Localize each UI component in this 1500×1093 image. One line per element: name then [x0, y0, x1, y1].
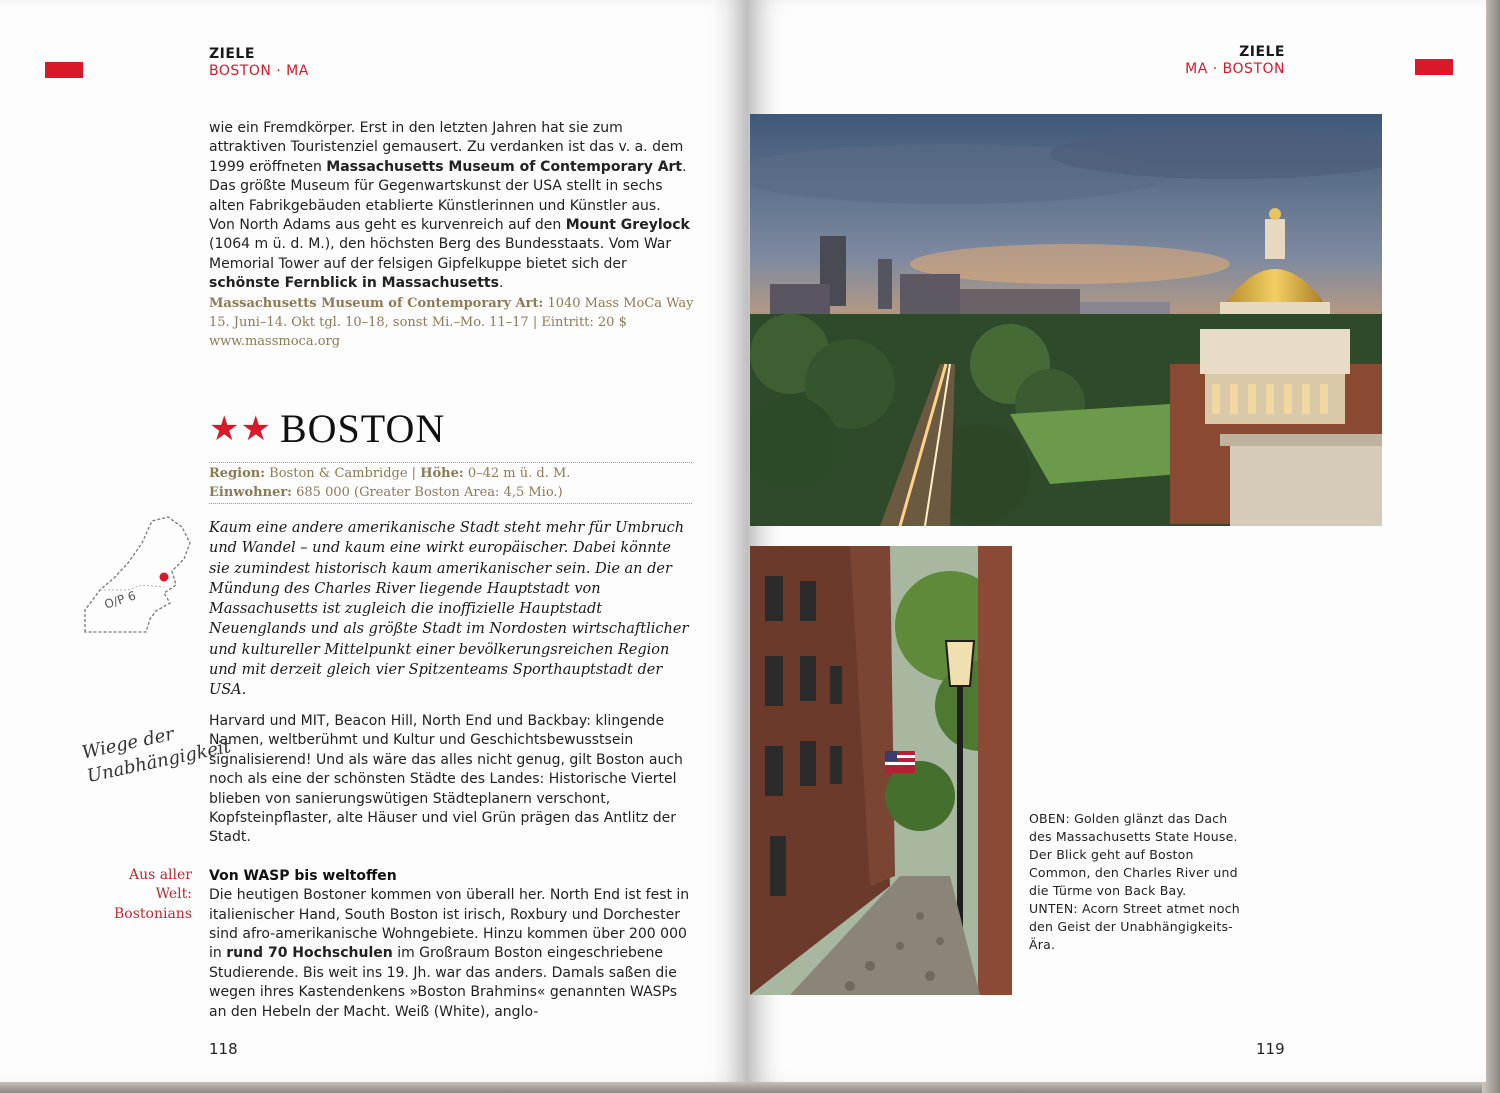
greylock-mid: (1064 m ü. d. M.), den höchsten Berg des Bundesstaats. Vom War Memorial Tower auf der felsigen Gipfelkuppe bietet sich der	[209, 236, 672, 272]
fact-pop-label: Einwohner:	[209, 485, 292, 500]
info-text: 1040 Mass MoCa Way 15. Juni–14. Okt tgl. 10–18, sonst Mi.–Mo. 11–17 | Eintritt: 20 $	[209, 295, 694, 331]
running-head-location: BOSTON · MA	[209, 63, 309, 79]
fact-region: Boston & Cambridge	[269, 466, 408, 481]
info-url[interactable]: www.massmoca.org	[209, 334, 341, 350]
star-rating: ★★	[209, 411, 272, 448]
photo-caption	[1029, 810, 1254, 954]
greylock-bold: schönste Fernblick in Massachusetts	[209, 275, 499, 292]
title-text: BOSTON	[279, 406, 446, 451]
red-tab-marker	[45, 62, 83, 78]
page-number-left: 118	[209, 1040, 238, 1058]
acorn-street-photo-image	[750, 546, 1012, 995]
handwritten-note: Wiege der Unabhängigkeit	[80, 723, 233, 787]
margin-note: Aus aller Welt: Bostonians	[114, 867, 192, 922]
fact-height-label: Höhe:	[420, 466, 464, 481]
body-paragraph-2-bold: rund 70 Hochschulen	[226, 945, 393, 962]
body-paragraph-2-post: im Großraum Boston eingeschriebene Studierende. Bis weit ins 19. Jh. war das anders. Damals saßen die wegen ihres Kastendenkens »Boston Brahmins« genannten WASPs an den Hebeln der Macht. Weiß (White), anglo-	[209, 945, 678, 1020]
red-tab-marker-right	[1415, 59, 1453, 75]
photo-acorn-street	[750, 546, 1012, 995]
photo-state-house	[750, 114, 1382, 526]
running-head-section-right: ZIELE	[1239, 44, 1285, 60]
left-page	[0, 0, 748, 1082]
body-section	[209, 712, 695, 1022]
info-label: Massachusetts Museum of Contemporary Art:	[209, 295, 544, 311]
locator-map	[80, 515, 195, 640]
fact-pop: 685 000 (Greater Boston Area: 4,5 Mio.)	[296, 485, 563, 500]
intro-paragraph: wie ein Fremdkörper. Erst in den letzten Jahren hat sie zum attraktiven Touristenziel gemausert. Zu verdanken ist das v. a. dem 1999 eröffneten	[209, 120, 684, 175]
caption-top: Golden glänzt das Dach des Massachusetts State House. Der Blick geht auf Boston Common, den Charles River und die Türme von Back Bay.	[1029, 811, 1238, 898]
museum-info	[209, 294, 695, 352]
section-title	[209, 405, 445, 452]
body-paragraph-2-pre: Die heutigen Bostoner kommen von überall her. North End ist fest in italienischer Hand, South Boston ist irisch, Roxbury und Dorchester sind afro-amerikanische Wohngebiete. Hinzu kommen über 200 000 in	[209, 887, 690, 962]
fact-region-label: Region:	[209, 466, 266, 481]
subhead: Von WASP bis weltoffen	[209, 867, 397, 884]
running-head-location-right: MA · BOSTON	[1185, 61, 1285, 77]
intro-rest: . Das größte Museum für Gegenwartskunst der USA stellt in sechs alten Fabrikgebäuden etablierte Künstlerinnen und Künstler aus.	[209, 158, 687, 214]
greylock-name: Mount Greylock	[565, 217, 690, 234]
state-house-photo-image	[750, 114, 1382, 526]
new-england-map-icon	[80, 515, 195, 640]
running-head-right	[1172, 44, 1285, 78]
museum-name: Massachusetts Museum of Contemporary Art	[326, 158, 683, 175]
caption-bottom: Acorn Street atmet noch den Geist der Unabhängigkeits-Ära.	[1029, 901, 1240, 952]
caption-top-label: OBEN:	[1029, 811, 1070, 826]
greylock-pre: Von North Adams aus geht es kurvenreich auf den	[209, 217, 562, 234]
running-head-left	[209, 46, 309, 80]
caption-bottom-label: UNTEN:	[1029, 901, 1078, 916]
intro-text	[209, 119, 695, 352]
body-paragraph-1: Harvard und MIT, Beacon Hill, North End und Backbay: klingende Namen, weltberühmt und Kultur und Geschichtsbewusstsein signalisierend! Und als wäre das alles nicht genug, gilt Boston auch noch als eine der schönsten Städte des Landes: Historische Viertel blieben von sanierungswütigen Städteplanern verschont, Kopfsteinpflaster, alte Häuser und viel Grün prägen das Antlitz der Stadt.	[209, 713, 683, 846]
map-label: O/P 6	[102, 588, 138, 612]
fact-box: Region: Boston & Cambridge | Höhe: 0–42 m ü. d. M. Einwohner: 685 000 (Greater Boston Area: 4,5 Mio.)	[209, 462, 692, 504]
fact-height: 0–42 m ü. d. M.	[467, 466, 571, 481]
running-head-section: ZIELE	[209, 46, 255, 62]
page-number-right: 119	[1256, 1040, 1285, 1058]
lead-paragraph: Kaum eine andere amerikanische Stadt steht mehr für Umbruch und Wandel – und kaum eine wirkt europäischer. Dabei könnte sie zumindest historisch kaum amerikanischer sein. Die an der Mündung des Charles River liegende Hauptstadt von Massachusetts ist zugleich die inoffizielle Hauptstadt Neuenglands und als größte Stadt im Nordosten wirtschaftlicher und kultureller Mittelpunkt einer bevölkerungsreichen Region und mit derzeit gleich vier Spitzenteams Sporthauptstadt der USA.	[209, 520, 689, 699]
greylock-end: .	[498, 275, 504, 292]
